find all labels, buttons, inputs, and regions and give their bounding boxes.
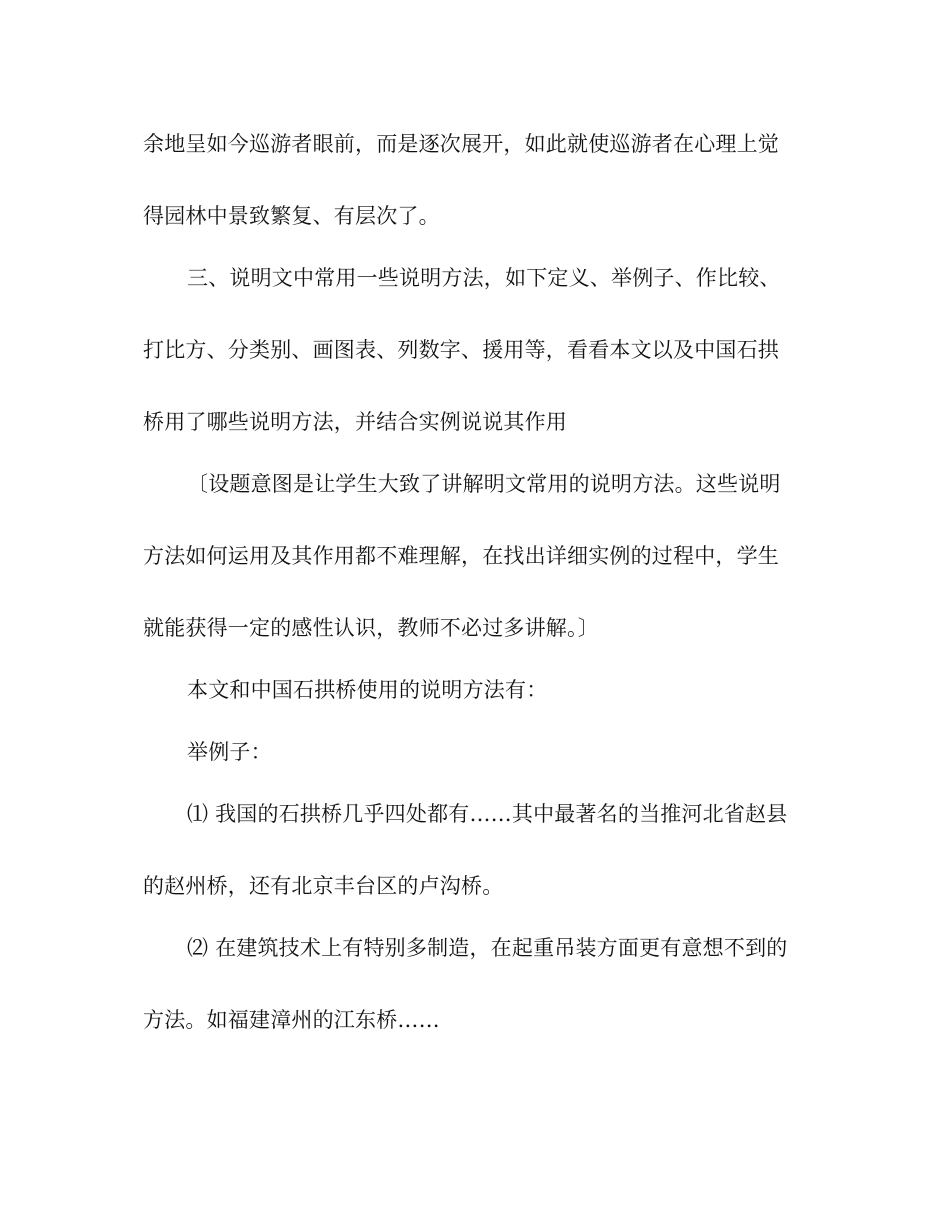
text-line: 就能获得一定的感性认识，教师不必过多讲解。〕: [143, 616, 599, 640]
text-line: 桥用了哪些说明方法，并结合实例说说其作用: [143, 410, 567, 434]
text-line: 的赵州桥，还有北京丰台区的卢沟桥。: [143, 874, 504, 898]
text-line: 方法如何运用及其作用都不难理解，在找出详细实例的过程中，学生: [143, 544, 779, 568]
text-line: 打比方、分类别、画图表、列数字、援用等，看看本文以及中国石拱: [143, 338, 779, 362]
paragraph-line: 本文和中国石拱桥使用的说明方法有：: [187, 678, 548, 702]
paragraph-line: 举例子：: [187, 740, 272, 764]
paragraph-line: ⑴ 我国的石拱桥几乎四处都有……其中最著名的当推河北省赵县: [187, 802, 788, 826]
paragraph-line: ⑵ 在建筑技术上有特别多制造，在起重吊装方面更有意想不到的: [187, 936, 788, 960]
text-line: 方法。如福建漳州的江东桥……: [143, 1008, 440, 1032]
paragraph-line: 三、说明文中常用一些说明方法，如下定义、举例子、作比较、: [187, 266, 781, 290]
paragraph-line: 〔设题意图是让学生大致了讲解明文常用的说明方法。这些说明: [187, 472, 781, 496]
text-line: 余地呈如今巡游者眼前，而是逐次展开，如此就使巡游者在心理上觉: [143, 132, 779, 156]
text-line: 得园林中景致繁复、有层次了。: [143, 204, 440, 228]
